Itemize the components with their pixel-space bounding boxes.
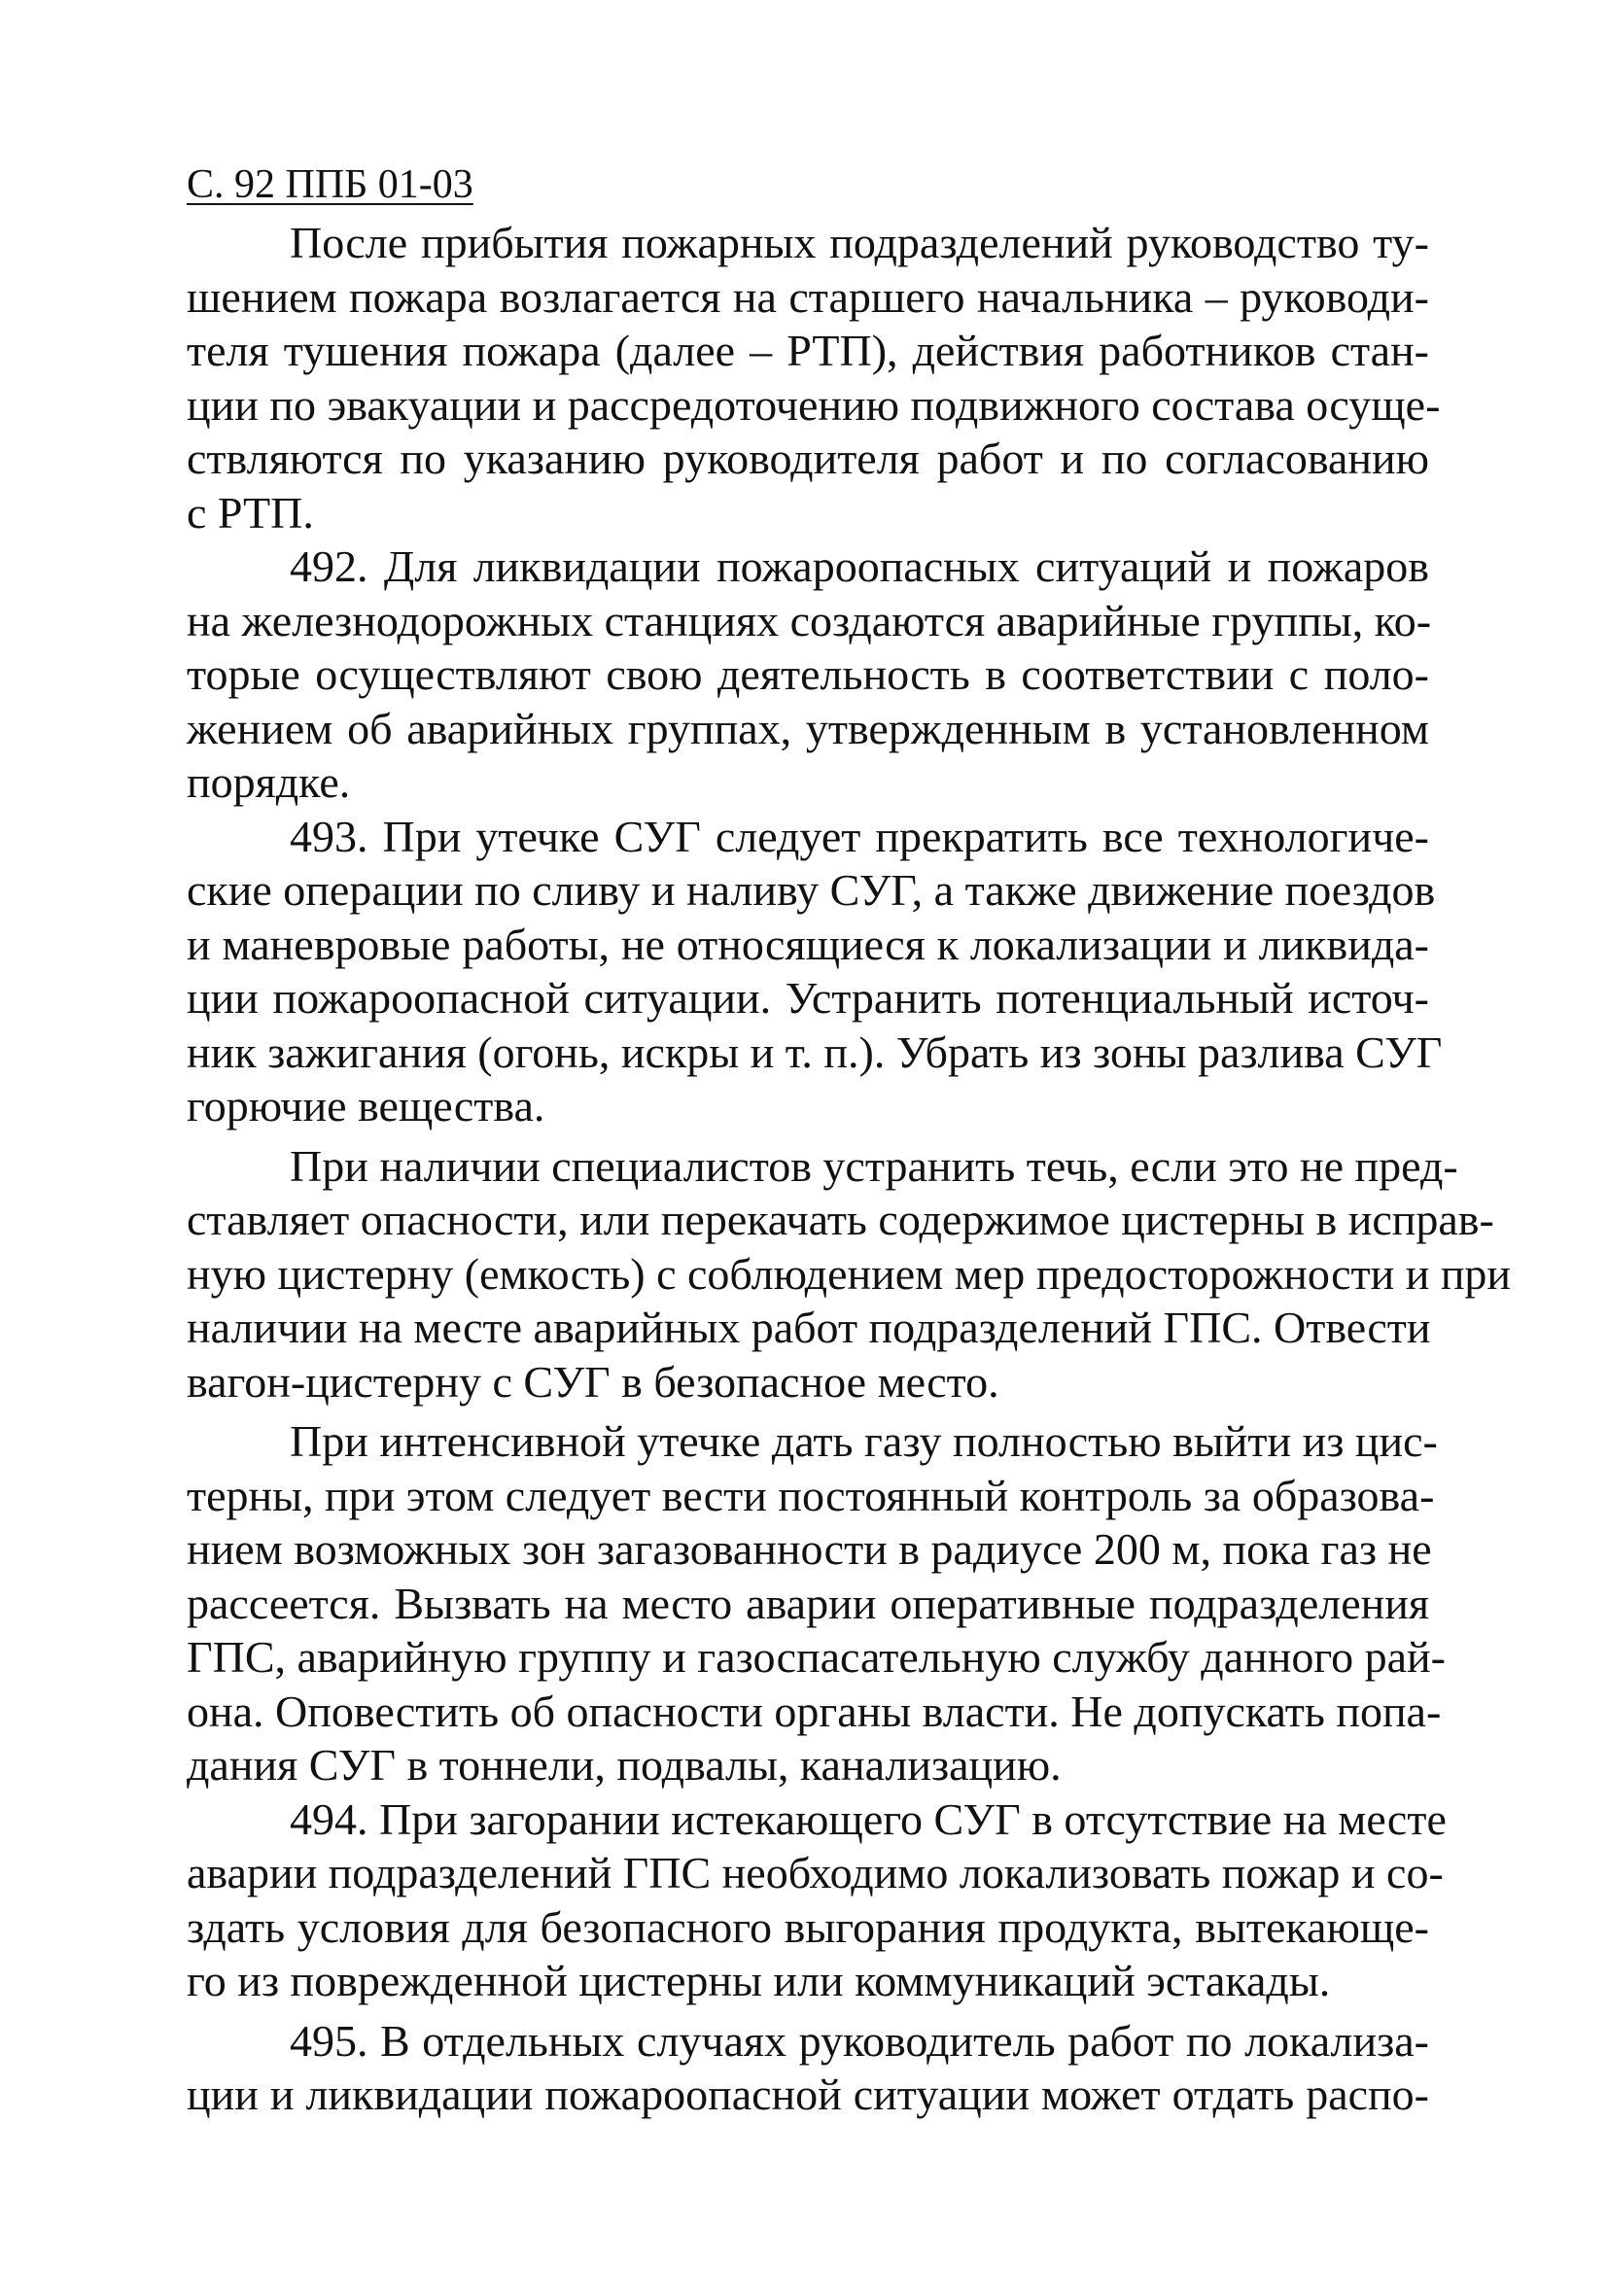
text-line: ГПС, аварийную группу и газоспасательную службу данного рай- [187,1632,1446,1682]
text-line: дания СУГ в тоннели, подвалы, канализацию. [187,1740,1062,1790]
text-line: После прибытия пожарных подразделений руководство ту- [290,218,1429,267]
text-line: При интенсивной утечке дать газу полностью выйти из цис- [290,1416,1438,1466]
text-line: 493. При утечке СУГ следует прекратить все технологиче- [290,811,1429,861]
text-line: ствляются по указанию руководителя работ и по согласованию [187,434,1429,483]
text-line: вагон-цистерну с СУГ в безопасное место. [187,1356,999,1407]
text-line: 492. Для ликвидации пожароопасных ситуаций и пожаров [290,541,1429,591]
text-line: рассеется. Вызвать на место аварии оперативные подразделения [187,1578,1429,1628]
text-line: терны, при этом следует вести постоянный контроль за образова- [187,1470,1435,1520]
text-line: шением пожара возлагается на старшего начальника – руководи- [187,271,1429,322]
text-line: торые осуществляют свою деятельность в соответствии с поло- [187,649,1429,699]
text-line: ную цистерну (емкость) с соблюдением мер предосторожности и при [187,1248,1512,1299]
text-line: с РТП. [187,487,314,538]
document-body [187,216,1512,2122]
paragraph-intro [187,216,1441,539]
text-line: наличии на месте аварийных работ подразделений ГПС. Отвести [187,1303,1431,1352]
text-line: она. Оповестить об опасности органы власти. Не допускать попа- [187,1686,1442,1736]
text-line: нием возможных зон загазованности в радиусе 200 м, пока газ не [187,1524,1432,1574]
text-line: жением об аварийных группах, утвержденным в установленном [187,703,1429,753]
paragraph-494 [187,1792,1447,2008]
text-line: го из поврежденной цистерны или коммуникаций эстакады. [187,1956,1331,2005]
text-line: 494. При загорании истекающего СУГ в отсутствие на месте [290,1793,1447,1844]
text-line: ции и ликвидации пожароопасной ситуации может отдать распо- [187,2070,1429,2119]
text-line: ские операции по сливу и наливу СУГ, а также движение поездов [187,865,1436,915]
text-line: ставляет опасности, или перекачать содержимое цистерны в исправ- [187,1195,1494,1244]
text-line: порядке. [187,757,351,807]
text-line: ник зажигания (огонь, искры и т. п.). Убрать из зоны разлива СУГ [187,1026,1443,1077]
paragraph-493 [187,810,1443,1133]
text-line: на железнодорожных станциях создаются аварийные группы, ко- [187,595,1432,645]
paragraph-492 [187,539,1432,810]
text-line: аварии подразделений ГПС необходимо локализовать пожар и со- [187,1848,1444,1897]
text-line: ции по эвакуации и рассредоточению подвижного состава осуще- [187,379,1441,430]
paragraph-495 [187,2014,1429,2122]
text-line: горючие вещества. [187,1081,545,1131]
paragraph-specialists [187,1139,1512,1409]
text-line: При наличии специалистов устранить течь, если это не пред- [290,1140,1458,1191]
page-header: С. 92 ППБ 01-03 [187,162,473,207]
text-line: теля тушения пожара (далее – РТП), действия работников стан- [187,326,1429,375]
text-line: и маневровые работы, не относящиеся к локализации и ликвида- [187,919,1429,969]
text-line: здать условия для безопасного выгорания продукта, вытекающе- [187,1901,1429,1952]
paragraph-intensive-leak [187,1414,1446,1792]
text-line: 495. В отдельных случаях руководитель работ по локализа- [290,2015,1429,2066]
text-line: ции пожароопасной ситуации. Устранить потенциальный источ- [187,973,1429,1023]
